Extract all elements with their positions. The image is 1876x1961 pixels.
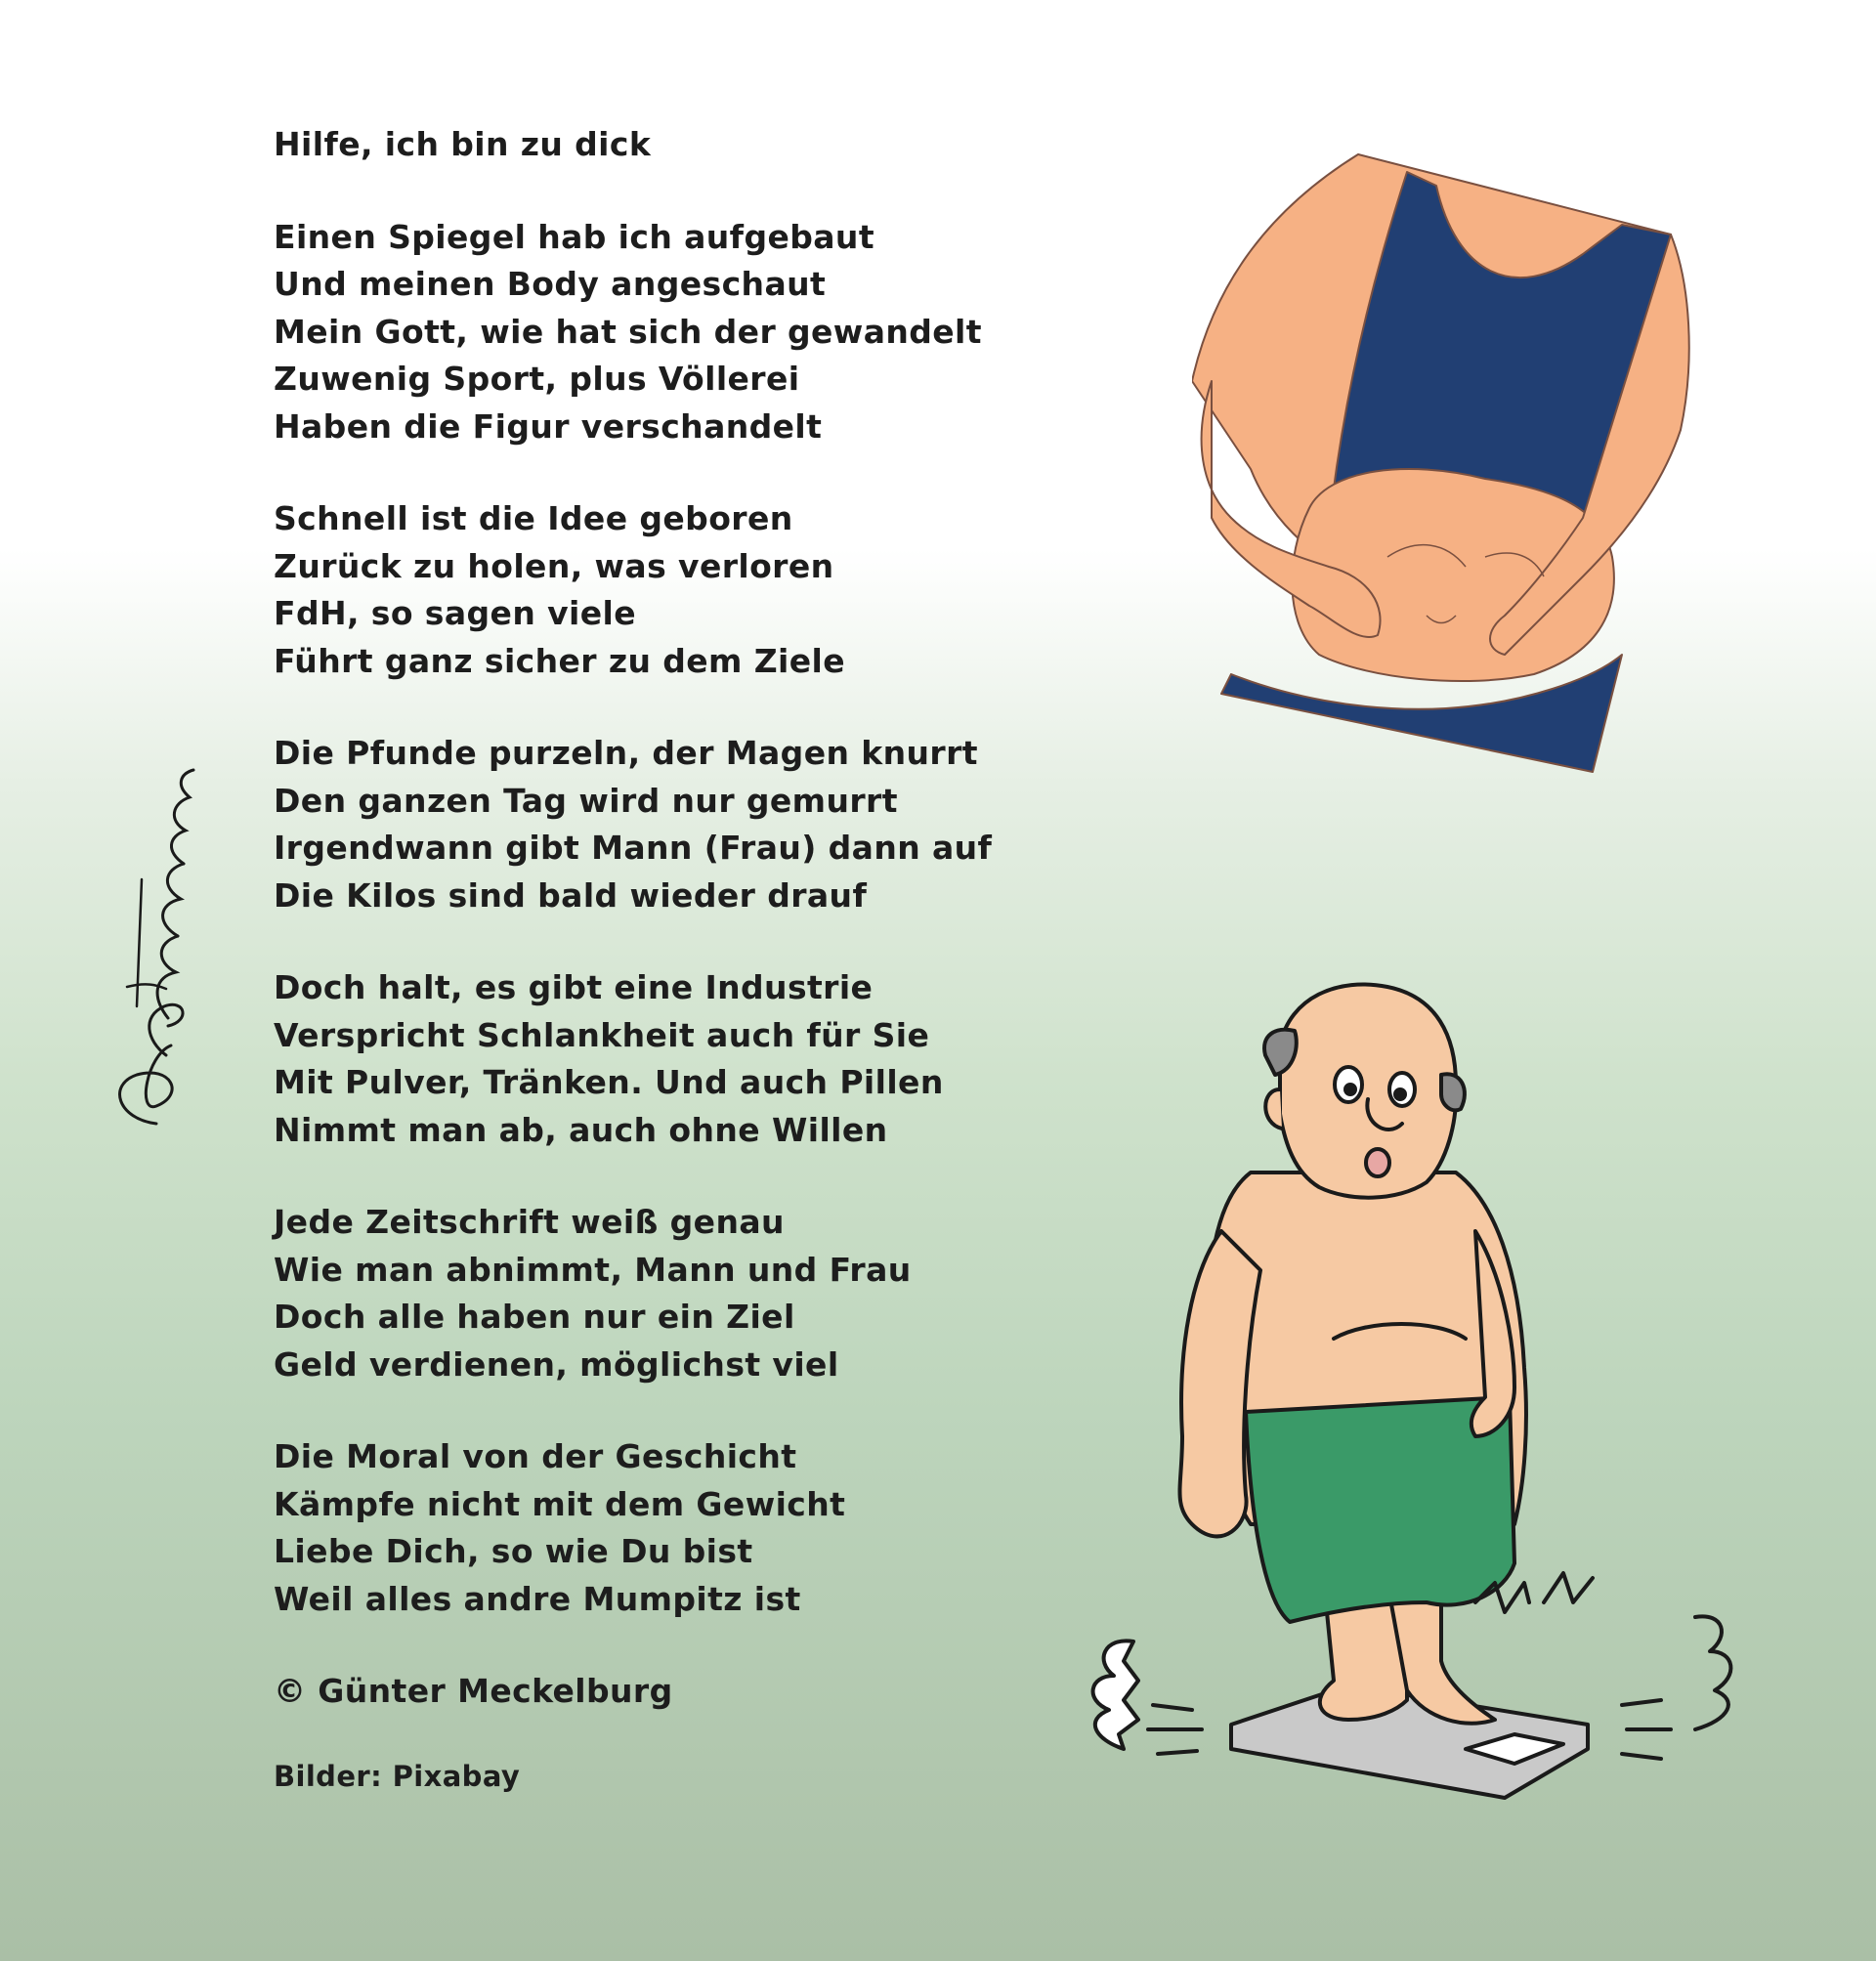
poem-title: Hilfe, ich bin zu dick: [274, 125, 652, 163]
poem-line: Irgendwann gibt Mann (Frau) dann auf: [274, 829, 993, 867]
poem-line: Den ganzen Tag wird nur gemurrt: [274, 781, 898, 820]
stanza-3: [274, 730, 1016, 919]
poem-line: Mein Gott, wie hat sich der gewandelt: [274, 312, 982, 351]
poem: [274, 121, 1016, 1800]
poem-line: Einen Spiegel hab ich aufgebaut: [274, 217, 875, 256]
poem-line: FdH, so sagen viele: [274, 594, 637, 632]
poem-line: Die Moral von der Geschicht: [274, 1437, 797, 1475]
poem-line: Mit Pulver, Tränken. Und auch Pillen: [274, 1063, 944, 1101]
poem-line: Zuwenig Sport, plus Völlerei: [274, 360, 800, 398]
poem-line: Und meinen Body angeschaut: [274, 265, 827, 303]
poem-line: Verspricht Schlankheit auch für Sie: [274, 1015, 930, 1054]
stanza-6: [274, 1433, 1016, 1623]
stanza-1: [274, 214, 1016, 451]
poem-line: Nimmt man ab, auch ohne Willen: [274, 1110, 888, 1149]
poem-line: Doch halt, es gibt eine Industrie: [274, 968, 874, 1006]
copyright: © Günter Meckelburg: [274, 1672, 673, 1710]
image-credits: Bilder: Pixabay: [274, 1759, 521, 1793]
stanza-4: [274, 964, 1016, 1154]
poem-line: Die Pfunde purzeln, der Magen knurrt: [274, 734, 978, 772]
stanza-5: [274, 1199, 1016, 1388]
poem-line: Liebe Dich, so wie Du bist: [274, 1532, 753, 1570]
stanza-2: [274, 495, 1016, 685]
woman-belly-illustration: [1192, 147, 1700, 782]
poem-line: Schnell ist die Idee geboren: [274, 499, 793, 537]
poem-line: Geld verdienen, möglichst viel: [274, 1344, 839, 1384]
poem-line: Kämpfe nicht mit dem Gewicht: [274, 1484, 846, 1523]
poem-line: Die Kilos sind bald wieder drauf: [274, 875, 868, 915]
man-on-scale-illustration: [1055, 977, 1798, 1837]
poem-line: Jede Zeitschrift weiß genau: [274, 1203, 785, 1241]
signature-icon: [98, 762, 205, 1133]
poem-line: Doch alle haben nur ein Ziel: [274, 1298, 795, 1336]
poem-line: Wie man abnimmt, Mann und Frau: [274, 1250, 912, 1289]
poem-line: Weil alles andre Mumpitz ist: [274, 1579, 801, 1618]
poem-line: Zurück zu holen, was verloren: [274, 546, 834, 585]
poem-line: Haben die Figur verschandelt: [274, 406, 823, 446]
poem-line: Führt ganz sicher zu dem Ziele: [274, 641, 846, 680]
